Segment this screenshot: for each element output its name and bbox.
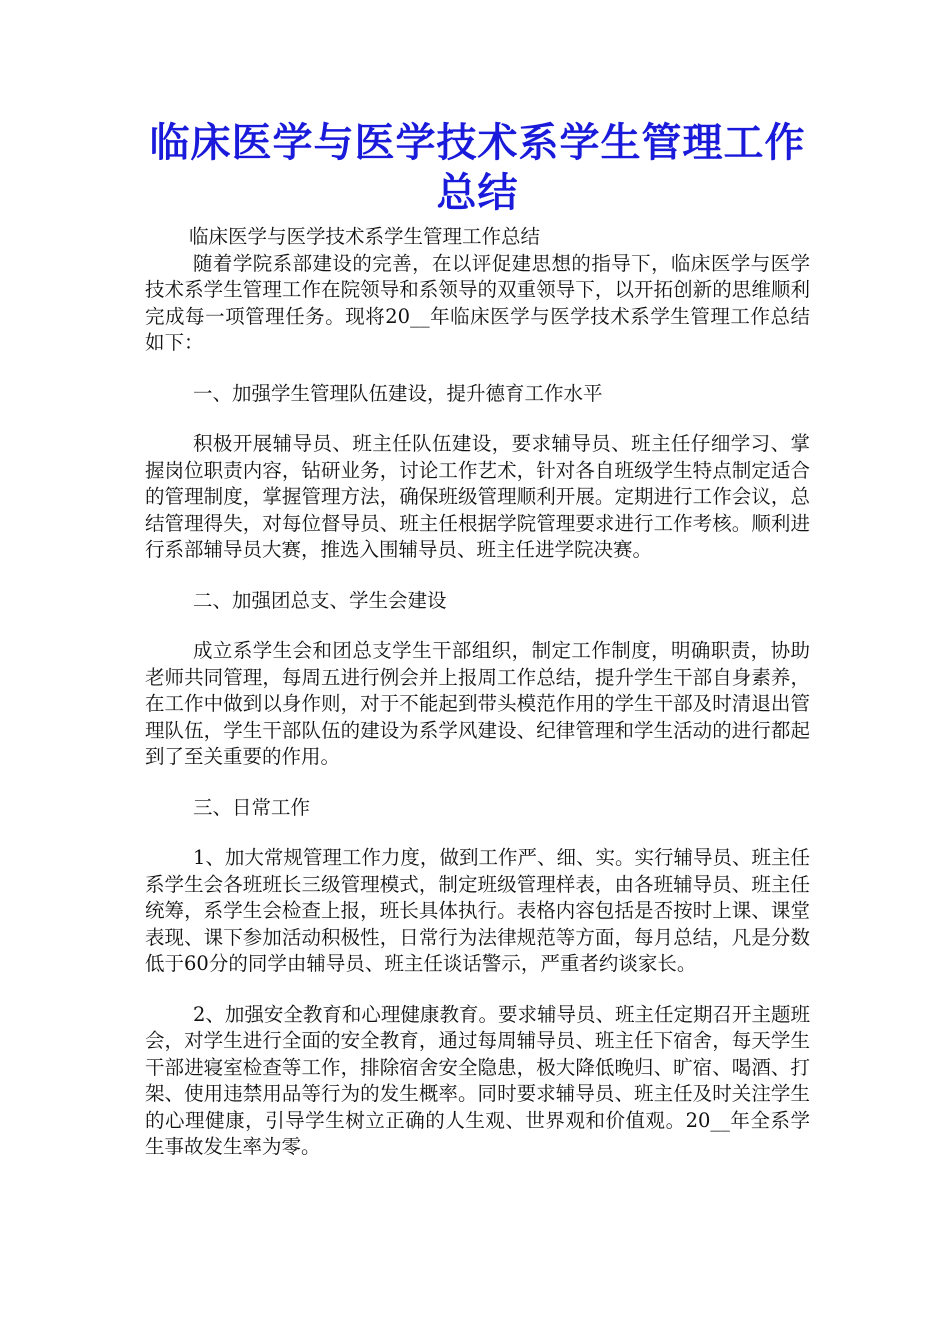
- intro-paragraph: 随着学院系部建设的完善，在以评促建思想的指导下，临床医学与医学技术系学生管理工作在院领导和系领导的双重领导下，以开拓创新的思维顺利完成每一项管理任务。现将20__年临床医学与医学技术系学生管理工作总结如下：: [145, 251, 810, 354]
- section-3-item-1: 1、加大常规管理工作力度，做到工作严、细、实。实行辅导员、班主任系学生会各班班长三级管理模式，制定班级管理样表，由各班辅导员、班主任统筹，系学生会检查上报，班长具体执行。表格内容包括是否按时上课、课堂表现、课下参加活动积极性，日常行为法律规范等方面，每月总结，凡是分数低于60分的同学由辅导员、班主任谈话警示，严重者约谈家长。: [145, 846, 810, 975]
- document-title: 临床医学与医学技术系学生管理工作总结: [149, 119, 806, 216]
- section-3-heading: 三、日常工作: [193, 795, 311, 819]
- document-page: [145, 118, 810, 1161]
- section-3-item-2: 2、加强安全教育和心理健康教育。要求辅导员、班主任定期召开主题班会，对学生进行全面的安全教育，通过每周辅导员、班主任下宿舍，每天学生干部进寝室检查等工作，排除宿舍安全隐患，极大降低晚归、旷宿、喝酒、打架、使用违禁用品等行为的发生概率。同时要求辅导员、班主任及时关注学生的心理健康，引导学生树立正确的人生观、世界观和价值观。20__年全系学生事故发生率为零。: [145, 1002, 810, 1158]
- document-body: [145, 224, 810, 1161]
- section-2-heading: 二、加强团总支、学生会建设: [193, 588, 447, 612]
- section-1-paragraph: 积极开展辅导员、班主任队伍建设，要求辅导员、班主任仔细学习、掌握岗位职责内容，钻研业务，讨论工作艺术，针对各自班级学生特点制定适合的管理制度，掌握管理方法，确保班级管理顺利开展。定期进行工作会议，总结管理得失，对每位督导员、班主任根据学院管理要求进行工作考核。顺利进行系部辅导员大赛，推选入围辅导员、班主任进学院决赛。: [145, 432, 810, 561]
- section-2-paragraph: 成立系学生会和团总支学生干部组织，制定工作制度，明确职责，协助老师共同管理，每周五进行例会并上报周工作总结，提升学生干部自身素养，在工作中做到以身作则，对于不能起到带头模范作用的学生干部及时清退出管理队伍，学生干部队伍的建设为系学风建设、纪律管理和学生活动的进行都起到了至关重要的作用。: [145, 639, 810, 768]
- section-1-heading: 一、加强学生管理队伍建设，提升德育工作水平: [193, 381, 603, 405]
- document-subtitle: 临床医学与医学技术系学生管理工作总结: [189, 225, 541, 248]
